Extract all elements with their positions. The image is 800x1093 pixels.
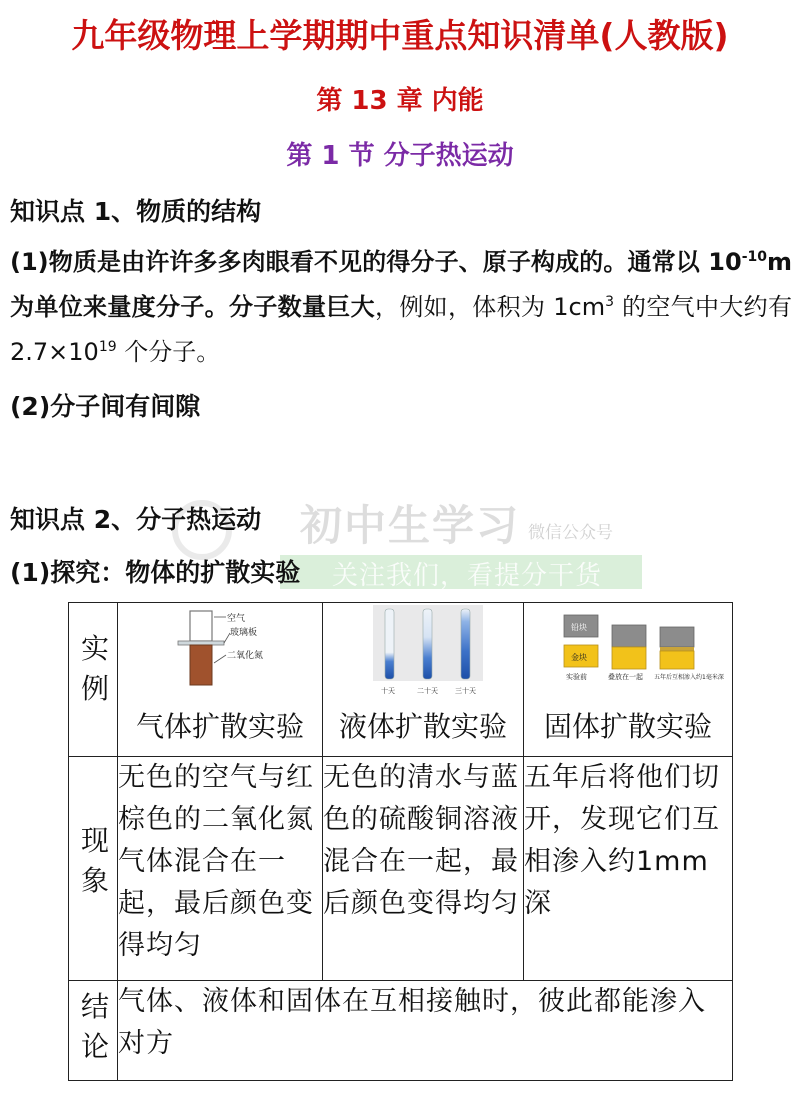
kp1-paragraph-1	[10, 240, 792, 375]
table-row-phenomena	[69, 757, 733, 981]
knowledge-point-1-heading: 知识点 1、物质的结构	[10, 197, 262, 226]
knowledge-point-2-heading: 知识点 2、分子热运动	[10, 505, 262, 534]
page-title: 九年级物理上学期期中重点知识清单(人教版)	[71, 16, 729, 55]
gold-block-2	[612, 647, 646, 669]
label-before: 实验前	[566, 673, 587, 681]
solid-phenomenon: 五年后将他们切开，发现它们互相渗入约1mm 深	[524, 757, 733, 981]
kp1-p1-bold-a: (1)物质是由许许多多肉眼看不见的得分子、原子构成的。通常以 10	[10, 248, 742, 276]
label-five-years: 五年后互相渗入约1毫米深	[654, 674, 724, 681]
tube-ten-days	[385, 609, 394, 679]
diffused-layer	[660, 647, 694, 651]
gas-diffusion-diagram	[118, 603, 322, 701]
kp1-p1-exponent-1: -10	[741, 249, 767, 265]
diffusion-experiment-table	[68, 602, 733, 1081]
liquid-phenomenon: 无色的清水与蓝色的硫酸铜溶液混合在一起，最后颜色变得均匀	[323, 757, 524, 981]
label-ten-days: 十天	[381, 687, 395, 695]
table-row-examples	[69, 603, 733, 757]
tube-thirty-days	[461, 609, 470, 679]
lead-block-2	[612, 625, 646, 647]
kp1-paragraph-2: (2)分子间有间隙	[10, 392, 201, 421]
kp1-p1-exponent-2: 3	[605, 294, 615, 310]
row-header-examples	[69, 603, 118, 757]
watermark-logo: 初中生学习	[300, 501, 521, 550]
conclusion-text: 气体、液体和固体在互相接触时，彼此都能渗入对方	[118, 981, 733, 1081]
liquid-caption: 液体扩散实验	[338, 710, 507, 743]
kp1-p1-normal-b: 的空气中大约有 2.7×10	[10, 293, 792, 366]
gold-block-3	[660, 651, 694, 669]
kp1-p1-exponent-3: 19	[98, 339, 117, 355]
solid-diffusion-diagram	[524, 603, 732, 701]
gas-phenomenon: 无色的空气与红棕色的二氧化氮气体混合在一起，最后颜色变得均匀	[118, 757, 323, 981]
label-no2: 二氧化氮	[227, 651, 264, 661]
upper-bottle	[190, 611, 212, 641]
label-lead-1: 铅块	[571, 623, 587, 632]
kp2-sub-heading: (1)探究：物体的扩散实验	[10, 558, 301, 587]
chapter-heading: 第 13 章 内能	[316, 86, 484, 116]
label-stacked: 叠放在一起	[608, 673, 643, 681]
gas-example-cell	[118, 603, 323, 757]
solid-diffusion-figure	[524, 603, 732, 701]
solid-example-cell	[524, 603, 733, 757]
label-gold-1: 金块	[571, 653, 587, 662]
label-twenty-days: 二十天	[417, 687, 438, 695]
label-thirty-days: 三十天	[455, 687, 476, 695]
table-row-conclusion	[69, 981, 733, 1081]
kp1-p1-bold-b: m 为单位来量度分子。分子数量巨大	[10, 248, 792, 321]
row-header-conclusion	[69, 981, 118, 1081]
watermark-bar-text: 关注我们，看提分干货	[332, 561, 603, 591]
solid-caption: 固体扩散实验	[543, 710, 712, 743]
liquid-diffusion-diagram	[323, 603, 523, 701]
tube-twenty-days	[423, 609, 432, 679]
row-header-examples-text: 实例	[81, 632, 110, 705]
gas-caption: 气体扩散实验	[135, 710, 304, 743]
liquid-diffusion-figure	[323, 603, 523, 701]
gas-diffusion-figure	[118, 603, 322, 701]
lead-block-3	[660, 627, 694, 647]
section-heading: 第 1 节 分子热运动	[286, 141, 514, 171]
watermark-bar	[280, 555, 642, 589]
label-glass-plate: 玻璃板	[230, 628, 258, 638]
watermark-tag: 微信公众号	[528, 523, 613, 543]
lower-bottle	[190, 645, 212, 685]
row-header-conclusion-text: 结论	[81, 990, 110, 1063]
label-air: 空气	[227, 614, 246, 624]
row-header-phenomena	[69, 757, 118, 981]
liquid-example-cell	[323, 603, 524, 757]
kp1-p1-normal-c: 个分子。	[116, 338, 221, 366]
glass-plate	[178, 641, 224, 645]
kp1-p1-normal-a: ，例如，体积为 1cm	[374, 293, 606, 321]
row-header-phenomena-text: 现象	[81, 824, 110, 897]
